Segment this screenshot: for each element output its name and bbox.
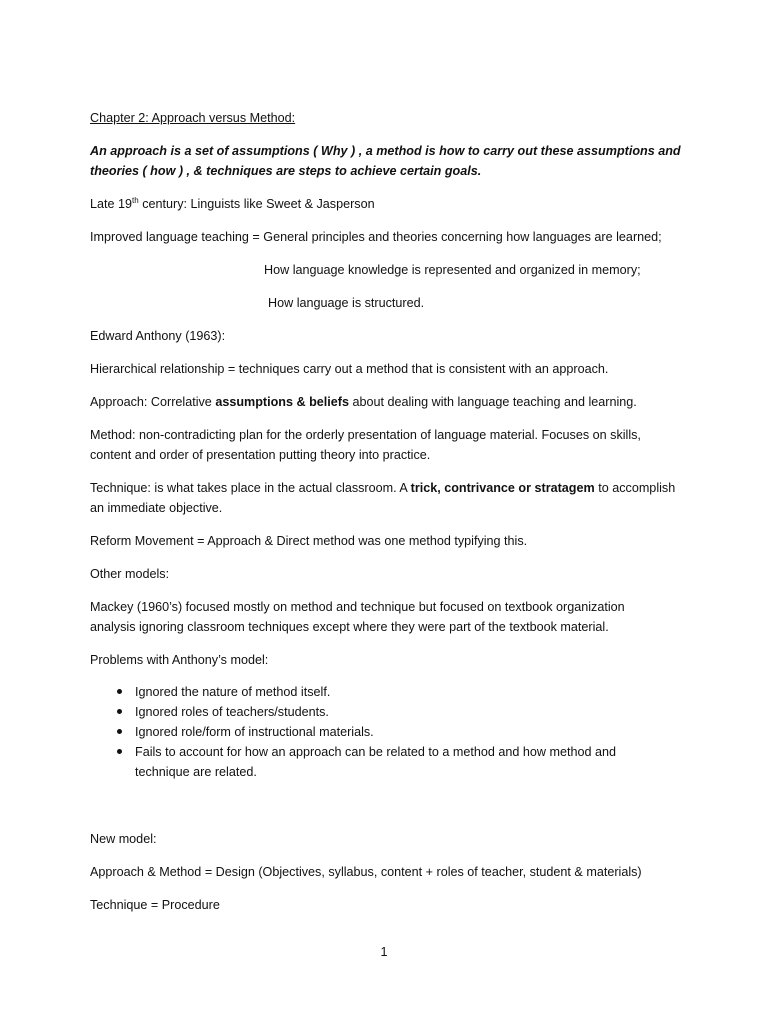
design-line: Approach & Method = Design (Objectives, syllabus, content + roles of teacher, student & materials) <box>90 865 642 879</box>
reform-movement-line: Reform Movement = Approach & Direct method was one method typifying this. <box>90 534 528 548</box>
late-prefix: Late 19 <box>90 197 133 211</box>
improved-line-2: How language knowledge is represented and organized in memory; <box>264 263 641 277</box>
technique-bold: trick, contrivance or stratagem <box>410 481 595 495</box>
problems-heading: Problems with Anthony’s model: <box>90 653 269 667</box>
late-superscript: th <box>132 195 139 205</box>
list-item: Ignored role/form of instructional materials. <box>90 722 690 742</box>
page-number: 1 <box>380 945 388 959</box>
new-model-heading: New model: <box>90 832 157 846</box>
hierarchical-line: Hierarchical relationship = techniques carry out a method that is consistent with an approach. <box>90 362 609 376</box>
technique-line-2: an immediate objective. <box>90 501 223 515</box>
list-item: Ignored roles of teachers/students. <box>90 702 690 722</box>
method-line-2: content and order of presentation putting theory into practice. <box>90 448 431 462</box>
problems-list <box>90 682 690 782</box>
procedure-line: Technique = Procedure <box>90 898 220 912</box>
late-century-line <box>90 194 375 214</box>
approach-prefix: Approach: Correlative <box>90 395 216 409</box>
approach-suffix: about dealing with language teaching and learning. <box>348 395 637 409</box>
technique-prefix: Technique: is what takes place in the actual classroom. A <box>90 481 411 495</box>
intro-line-2: theories ( how ) , & techniques are steps to achieve certain goals. <box>90 164 482 178</box>
other-models-heading: Other models: <box>90 567 170 581</box>
list-item: Ignored the nature of method itself. <box>90 682 690 702</box>
approach-line <box>90 392 637 412</box>
method-line-1: Method: non-contradicting plan for the orderly presentation of language material. Focuses on skills, <box>90 428 641 442</box>
chapter-title: Chapter 2: Approach versus Method: <box>90 111 296 125</box>
mackey-line-1: Mackey (1960’s) focused mostly on method and technique but focused on textbook organization <box>90 600 625 614</box>
late-suffix: century: Linguists like Sweet & Jasperson <box>138 197 375 211</box>
list-item: Fails to account for how an approach can be related to a method and how method and technique are related. <box>90 742 655 782</box>
improved-line-1: Improved language teaching = General principles and theories concerning how languages are learned; <box>90 230 662 244</box>
technique-line-1 <box>90 478 675 498</box>
edward-anthony-heading: Edward Anthony (1963): <box>90 329 226 343</box>
technique-suffix: to accomplish <box>594 481 676 495</box>
approach-bold: assumptions & beliefs <box>215 395 349 409</box>
intro-line-1: An approach is a set of assumptions ( Why ) , a method is how to carry out these assumptions and <box>90 144 681 158</box>
mackey-line-2: analysis ignoring classroom techniques except where they were part of the textbook material. <box>90 620 609 634</box>
improved-line-3: How language is structured. <box>268 296 425 310</box>
